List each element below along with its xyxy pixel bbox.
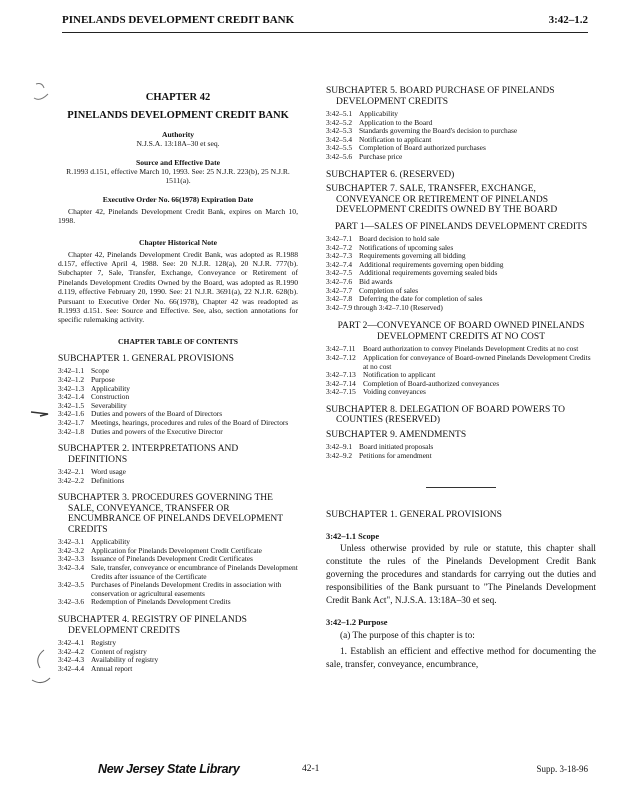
header-title: PINELANDS DEVELOPMENT CREDIT BANK xyxy=(62,14,295,26)
chapter-number: CHAPTER 42 xyxy=(145,92,211,103)
toc-list xyxy=(58,468,298,485)
part-heading: PART 1—SALES OF PINELANDS DEVELOPMENT CREDITS xyxy=(334,221,588,232)
source-label: Source and Effective Date xyxy=(135,157,220,167)
toc-section-number: 3:42–7.14 xyxy=(326,378,356,388)
toc-section-number: 3:42–9.2 xyxy=(326,451,353,461)
divider xyxy=(426,487,496,488)
toc-section-title: Redemption of Pinelands Development Credits xyxy=(91,597,231,607)
eo-text: Chapter 42, Pinelands Development Credit Bank, expires on March 10, 1998. xyxy=(58,206,298,226)
toc-section-number: 3:42–1.5 xyxy=(58,400,85,410)
toc-section-title: Duties and powers of the Board of Directors xyxy=(91,409,223,419)
toc-section-number: 3:42–3.6 xyxy=(58,597,85,607)
toc-section-number: 3:42–5.6 xyxy=(326,151,353,161)
toc-section-title: Applicability xyxy=(91,537,130,547)
source-text: R.1993 d.151, effective March 10, 1993. See: 25 N.J.R. 223(b), 25 N.J.R. 1511(a). xyxy=(66,166,290,186)
toc-section-title: Severability xyxy=(91,400,127,410)
toc-section-title: Board initiated proposals xyxy=(359,442,434,452)
toc-section-title: Additional requirements governing sealed bids xyxy=(359,268,498,278)
toc-section-title: Completion of Board-authorized conveyances xyxy=(363,378,500,388)
toc-section-title: Applicability xyxy=(359,109,398,118)
toc-section-number: 3:42–7.2 xyxy=(326,242,353,252)
toc-section-title: Sale, transfer, conveyance or encumbrance of Pinelands Development Credits after issuance of the Certificate xyxy=(91,563,298,581)
running-header xyxy=(62,10,588,33)
toc-section-number: 3:42–7.5 xyxy=(326,268,353,278)
toc-section-number: 3:42–1.2 xyxy=(58,374,85,384)
toc-row xyxy=(58,598,298,607)
toc-section-number: 3:42–1.1 xyxy=(58,366,85,376)
subchapter-heading: SUBCHAPTER 5. BOARD PURCHASE OF PINELANDS DEVELOPMENT CREDITS xyxy=(326,86,555,107)
page-footer xyxy=(62,762,588,782)
toc-section-title: Availability of registry xyxy=(91,655,159,665)
toc-section-number: 3:42–4.1 xyxy=(58,638,85,648)
toc-section-title: Board decision to hold sale xyxy=(359,234,440,244)
toc-label: CHAPTER TABLE OF CONTENTS xyxy=(118,336,238,346)
toc-list xyxy=(326,110,596,162)
toc-section-number: 3:42–5.5 xyxy=(326,143,353,153)
toc-list xyxy=(326,443,596,460)
toc-row xyxy=(58,428,298,437)
subchapter-heading: SUBCHAPTER 9. AMENDMENTS xyxy=(326,429,467,440)
toc-section-number: 3:42–1.4 xyxy=(58,392,85,402)
toc-row xyxy=(326,354,596,371)
toc-section-number: 3:42–2.2 xyxy=(58,475,85,485)
eo-label: Executive Order No. 66(1978) Expiration Date xyxy=(102,194,254,204)
toc-section-number: 3:42–7.1 xyxy=(326,234,353,244)
toc-section-title: Petitions for amendment xyxy=(359,451,432,461)
toc-section-title: Notification to applicant xyxy=(359,134,432,144)
toc-section-title: Applicability xyxy=(91,383,130,393)
toc-list xyxy=(58,639,298,673)
toc-section-number: 3:42–7.12 xyxy=(326,353,356,362)
scan-mark-icon xyxy=(30,80,56,106)
toc-section-title: Additional requirements governing open bidding xyxy=(359,259,504,269)
toc-list xyxy=(58,367,298,436)
toc-section-number: 3:42–5.2 xyxy=(326,117,353,127)
toc-section-title: Registry xyxy=(91,638,117,648)
toc-section-title: Standards governing the Board's decision to purchase xyxy=(359,126,518,136)
toc-section-title: Bid awards xyxy=(359,277,393,287)
toc-section-title: Notification to applicant xyxy=(363,370,436,380)
toc-row xyxy=(326,388,596,397)
toc-section-title: Purchase price xyxy=(359,151,403,161)
toc-row xyxy=(326,452,596,461)
toc-section-number: 3:42–5.3 xyxy=(326,126,353,136)
subchapter-heading: SUBCHAPTER 6. (RESERVED) xyxy=(326,169,455,180)
header-section: 3:42–1.2 xyxy=(548,14,588,26)
toc-list xyxy=(58,538,298,607)
toc-section-number: 3:42–7.15 xyxy=(326,387,356,397)
history-label: Chapter Historical Note xyxy=(139,237,217,247)
toc-section-number: 3:42–5.1 xyxy=(326,109,353,118)
page-number: 42-1 xyxy=(302,764,320,774)
subchapter-heading: SUBCHAPTER 3. PROCEDURES GOVERNING THE SALE, CONVEYANCE, TRANSFER OR ENCUMBRANCE OF PINELANDS DEVELOPMENT CREDITS xyxy=(58,493,283,535)
toc-section-number: 3:42–4.4 xyxy=(58,663,85,673)
toc-list xyxy=(326,345,596,397)
toc-section-number: 3:42–5.4 xyxy=(326,134,353,144)
library-stamp: New Jersey State Library xyxy=(98,762,240,776)
toc-row: 3:42–7.9 through 3:42–7.10 (Reserved) xyxy=(326,302,443,312)
toc-section-title: Duties and powers of the Executive Director xyxy=(91,426,223,436)
toc-section-number: 3:42–2.1 xyxy=(58,467,85,477)
toc-section-number: 3:42–7.7 xyxy=(326,285,353,295)
left-column xyxy=(58,88,298,673)
scan-mark-icon xyxy=(30,408,52,418)
scan-mark-icon xyxy=(28,648,56,688)
subchapter-heading: SUBCHAPTER 4. REGISTRY OF PINELANDS DEVELOPMENT CREDITS xyxy=(58,615,247,636)
section-text: Unless otherwise provided by rule or statute, this chapter shall constitute the rules of the Pinelands Development Credit Bank governing the procedures and standards for carrying out the duties and responsibilities of the Bank pursuant to "The Pinelands Development Credit Bank Act", N.J.S.A. 13:18A–30 et seq. xyxy=(326,544,596,607)
toc-section-number: 3:42–7.13 xyxy=(326,370,356,380)
section-heading: 3:42–1.2 Purpose xyxy=(326,618,388,628)
subchapter-heading: SUBCHAPTER 8. DELEGATION OF BOARD POWERS TO COUNTIES (RESERVED) xyxy=(326,404,566,426)
toc-section-number: 3:42–3.3 xyxy=(58,554,85,564)
toc-section-number: 3:42–7.6 xyxy=(326,277,353,287)
toc-section-title: Completion of Board authorized purchases xyxy=(359,143,486,153)
subchapter-heading: SUBCHAPTER 7. SALE, TRANSFER, EXCHANGE, CONVEYANCE OR RETIREMENT OF PINELANDS DEVELOPMENT CREDITS OWNED BY THE BOARD xyxy=(326,184,558,216)
toc-section-number: 3:42–4.3 xyxy=(58,655,85,665)
toc-section-title: Scope xyxy=(91,366,110,376)
toc-section-title: Issuance of Pinelands Development Credit Certificates xyxy=(91,554,253,564)
chapter-title: PINELANDS DEVELOPMENT CREDIT BANK xyxy=(67,110,289,121)
toc-row xyxy=(58,581,298,598)
toc-section-number: 3:42–3.4 xyxy=(58,563,85,573)
toc-section-number: 3:42–1.7 xyxy=(58,417,85,427)
section-heading: 3:42–1.1 Scope xyxy=(326,532,380,542)
toc-section-number: 3:42–7.3 xyxy=(326,251,353,261)
toc-section-title: Voiding conveyances xyxy=(363,387,426,397)
toc-section-title: Completion of sales xyxy=(359,285,419,295)
subchapter-heading: SUBCHAPTER 1. GENERAL PROVISIONS xyxy=(58,353,234,364)
toc-section-number: 3:42–3.2 xyxy=(58,545,85,555)
toc-row xyxy=(58,665,298,674)
toc-section-title: Board authorization to convey Pinelands Development Credits at no cost xyxy=(363,344,579,354)
toc-section-title: Application for conveyance of Board-owned Pinelands Development Credits at no cost xyxy=(363,353,591,371)
toc-section-number: 3:42–9.1 xyxy=(326,442,353,452)
authority-label: Authority xyxy=(161,130,195,139)
toc-section-title: Requirements governing all bidding xyxy=(359,251,466,261)
toc-section-title: Notifications of upcoming sales xyxy=(359,242,454,252)
section-text: 1. Establish an efficient and effective method for documenting the sale, transfer, conveyance, encumbrance, xyxy=(326,647,596,671)
section-text: (a) The purpose of this chapter is to: xyxy=(340,631,475,642)
toc-section-number: 3:42–3.5 xyxy=(58,580,85,590)
toc-section-title: Meetings, hearings, procedures and rules of the Board of Directors xyxy=(91,417,289,427)
toc-section-title: Purchases of Pinelands Development Credits in association with conservation or agricultural easements xyxy=(91,580,282,598)
toc-section-title: Annual report xyxy=(91,663,133,673)
toc-section-number: 3:42–3.1 xyxy=(58,537,85,547)
right-column xyxy=(326,86,596,672)
toc-section-title: Application to the Board xyxy=(359,117,433,127)
toc-row xyxy=(58,564,298,581)
history-text: Chapter 42, Pinelands Development Credit Bank, was adopted as R.1988 d.157, effective April 4, 1988. See: 20 N.J.R. 128(a), 20 N.J.R. 777(b). Subchapter 7, Sale, Transfer, Exchange, Conveyance or Retirement of Pinelands Development Credits Owned by the Board, was adopted as R.1990 d.119, effective February 20, 1990. See: 21 N.J.R. 3691(a), 22 N.J.R. 628(b). Pursuant to Executive Order No. 66(1978), Chapter 42 was readopted as R.1993 d.151. See: Source and Effective. See, also, section annotations for specific rulemaking activity. xyxy=(58,249,298,325)
subchapter-heading: SUBCHAPTER 1. GENERAL PROVISIONS xyxy=(326,509,502,520)
toc-section-number: 3:42–1.6 xyxy=(58,409,85,419)
toc-section-number: 3:42–1.3 xyxy=(58,383,85,393)
toc-section-title: Word usage xyxy=(91,467,126,477)
toc-section-title: Deferring the date for completion of sales xyxy=(359,294,483,304)
toc-list xyxy=(326,235,596,304)
toc-row xyxy=(326,153,596,162)
subchapter-heading: SUBCHAPTER 2. INTERPRETATIONS AND DEFINITIONS xyxy=(58,444,239,465)
toc-section-title: Application for Pinelands Development Credit Certificate xyxy=(91,545,262,555)
toc-row xyxy=(58,477,298,486)
toc-section-number: 3:42–7.11 xyxy=(326,344,356,354)
toc-section-title: Purpose xyxy=(91,374,115,384)
supplement-date: Supp. 3-18-96 xyxy=(536,764,588,774)
toc-section-title: Content of registry xyxy=(91,646,147,656)
toc-section-title: Definitions xyxy=(91,475,125,485)
toc-section-number: 3:42–7.4 xyxy=(326,259,353,269)
authority-text: N.J.S.A. 13:18A–30 et seq. xyxy=(136,139,220,148)
toc-section-number: 3:42–4.2 xyxy=(58,646,85,656)
toc-section-number: 3:42–1.8 xyxy=(58,426,85,436)
part-heading: PART 2—CONVEYANCE OF BOARD OWNED PINELANDS DEVELOPMENT CREDITS AT NO COST xyxy=(337,321,585,342)
toc-section-title: Construction xyxy=(91,392,130,402)
toc-section-number: 3:42–7.8 xyxy=(326,294,353,304)
